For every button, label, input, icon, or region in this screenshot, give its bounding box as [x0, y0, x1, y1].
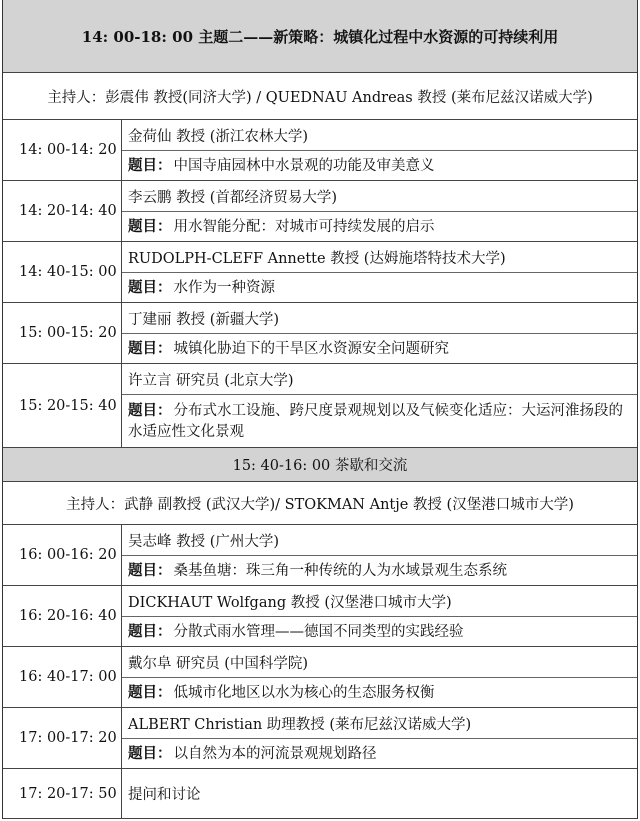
- topic-cell: [122, 151, 637, 180]
- topic-cell: [122, 617, 637, 646]
- time-cell: 16: 00-16: 20: [3, 525, 122, 585]
- topic-label: 题目：: [128, 622, 172, 640]
- speaker-cell: 丁建丽 教授 (新疆大学): [122, 303, 637, 334]
- time-cell: 14: 20-14: 40: [3, 181, 122, 241]
- speaker-cell: 金荷仙 教授 (浙江农林大学): [122, 120, 637, 151]
- speaker-cell: DICKHAUT Wolfgang 教授 (汉堡港口城市大学): [122, 586, 637, 617]
- speaker-cell: ALBERT Christian 助理教授 (莱布尼兹汉诺威大学): [122, 708, 637, 739]
- speaker-cell: 戴尔阜 研究员 (中国科学院): [122, 647, 637, 678]
- host-row-1: [3, 73, 637, 120]
- topic-cell: [122, 395, 637, 447]
- speaker-cell: RUDOLPH-CLEFF Annette 教授 (达姆施塔特技术大学): [122, 242, 637, 273]
- topic-label: 题目：: [128, 744, 172, 762]
- topic-label: 题目：: [128, 278, 172, 296]
- topic-text: 中国寺庙园林中水景观的功能及审美意义: [173, 157, 435, 174]
- table-row: [3, 525, 637, 586]
- topic-label: 题目：: [128, 683, 172, 701]
- time-cell: 16: 20-16: 40: [3, 586, 122, 646]
- speaker-cell: 李云鹏 教授 (首都经济贸易大学): [122, 181, 637, 212]
- topic-cell: [122, 556, 637, 585]
- time-cell: 17: 20-17: 50: [3, 769, 122, 818]
- time-cell: 15: 00-15: 20: [3, 303, 122, 363]
- table-row: [3, 586, 637, 647]
- session-header-text: 14: 00-18: 00 主题二——新策略：城镇化过程中水资源的可持续利用: [81, 27, 559, 46]
- table-row: [3, 769, 637, 819]
- table-row: [3, 120, 637, 181]
- break-text: 15: 40-16: 00 茶歇和交流: [232, 458, 408, 474]
- topic-cell: [122, 273, 637, 302]
- host-row-2: [3, 482, 637, 525]
- host-text-1: 主持人：彭震伟 教授(同济大学) / QUEDNAU Andreas 教授 (莱布尼兹汉诺威大学): [47, 89, 593, 106]
- time-cell: 14: 00-14: 20: [3, 120, 122, 180]
- session-header: [3, 0, 637, 73]
- topic-cell: [122, 678, 637, 707]
- topic-text: 以自然为本的河流景观规划路径: [173, 745, 377, 762]
- table-row: [3, 647, 637, 708]
- topic-cell: [122, 334, 637, 363]
- time-cell: 15: 20-15: 40: [3, 364, 122, 447]
- topic-cell: [122, 212, 637, 241]
- topic-label: 题目：: [128, 401, 172, 419]
- table-row: [3, 364, 637, 448]
- topic-text: 分散式雨水管理——德国不同类型的实践经验: [173, 623, 464, 640]
- speaker-cell: 许立言 研究员 (北京大学): [122, 364, 637, 395]
- topic-text: 城镇化胁迫下的干旱区水资源安全问题研究: [173, 340, 449, 357]
- table-row: [3, 181, 637, 242]
- time-cell: 14: 40-15: 00: [3, 242, 122, 302]
- discussion-cell: 提问和讨论: [128, 787, 201, 803]
- topic-text: 低城市化地区以水为核心的生态服务权衡: [173, 684, 435, 701]
- topic-label: 题目：: [128, 217, 172, 235]
- topic-text: 水作为一种资源: [173, 279, 275, 296]
- time-cell: 17: 00-17: 20: [3, 708, 122, 768]
- host-text-2: 主持人：武静 副教授 (武汉大学)/ STOKMAN Antje 教授 (汉堡港口城市大学): [66, 496, 574, 513]
- table-row: [3, 242, 637, 303]
- topic-label: 题目：: [128, 339, 172, 357]
- topic-text: 分布式水工设施、跨尺度景观规划以及气候变化适应：大运河淮扬段的水适应性文化景观: [128, 402, 623, 440]
- speaker-cell: 吴志峰 教授 (广州大学): [122, 525, 637, 556]
- topic-text: 用水智能分配：对城市可持续发展的启示: [173, 218, 435, 235]
- table-row: [3, 303, 637, 364]
- table-row: [3, 708, 637, 769]
- topic-label: 题目：: [128, 156, 172, 174]
- topic-label: 题目：: [128, 561, 172, 579]
- topic-text: 桑基鱼塘：珠三角一种传统的人为水域景观生态系统: [173, 562, 507, 579]
- schedule-table: [2, 0, 638, 819]
- topic-cell: [122, 739, 637, 768]
- time-cell: 16: 40-17: 00: [3, 647, 122, 707]
- break-row: [3, 448, 637, 482]
